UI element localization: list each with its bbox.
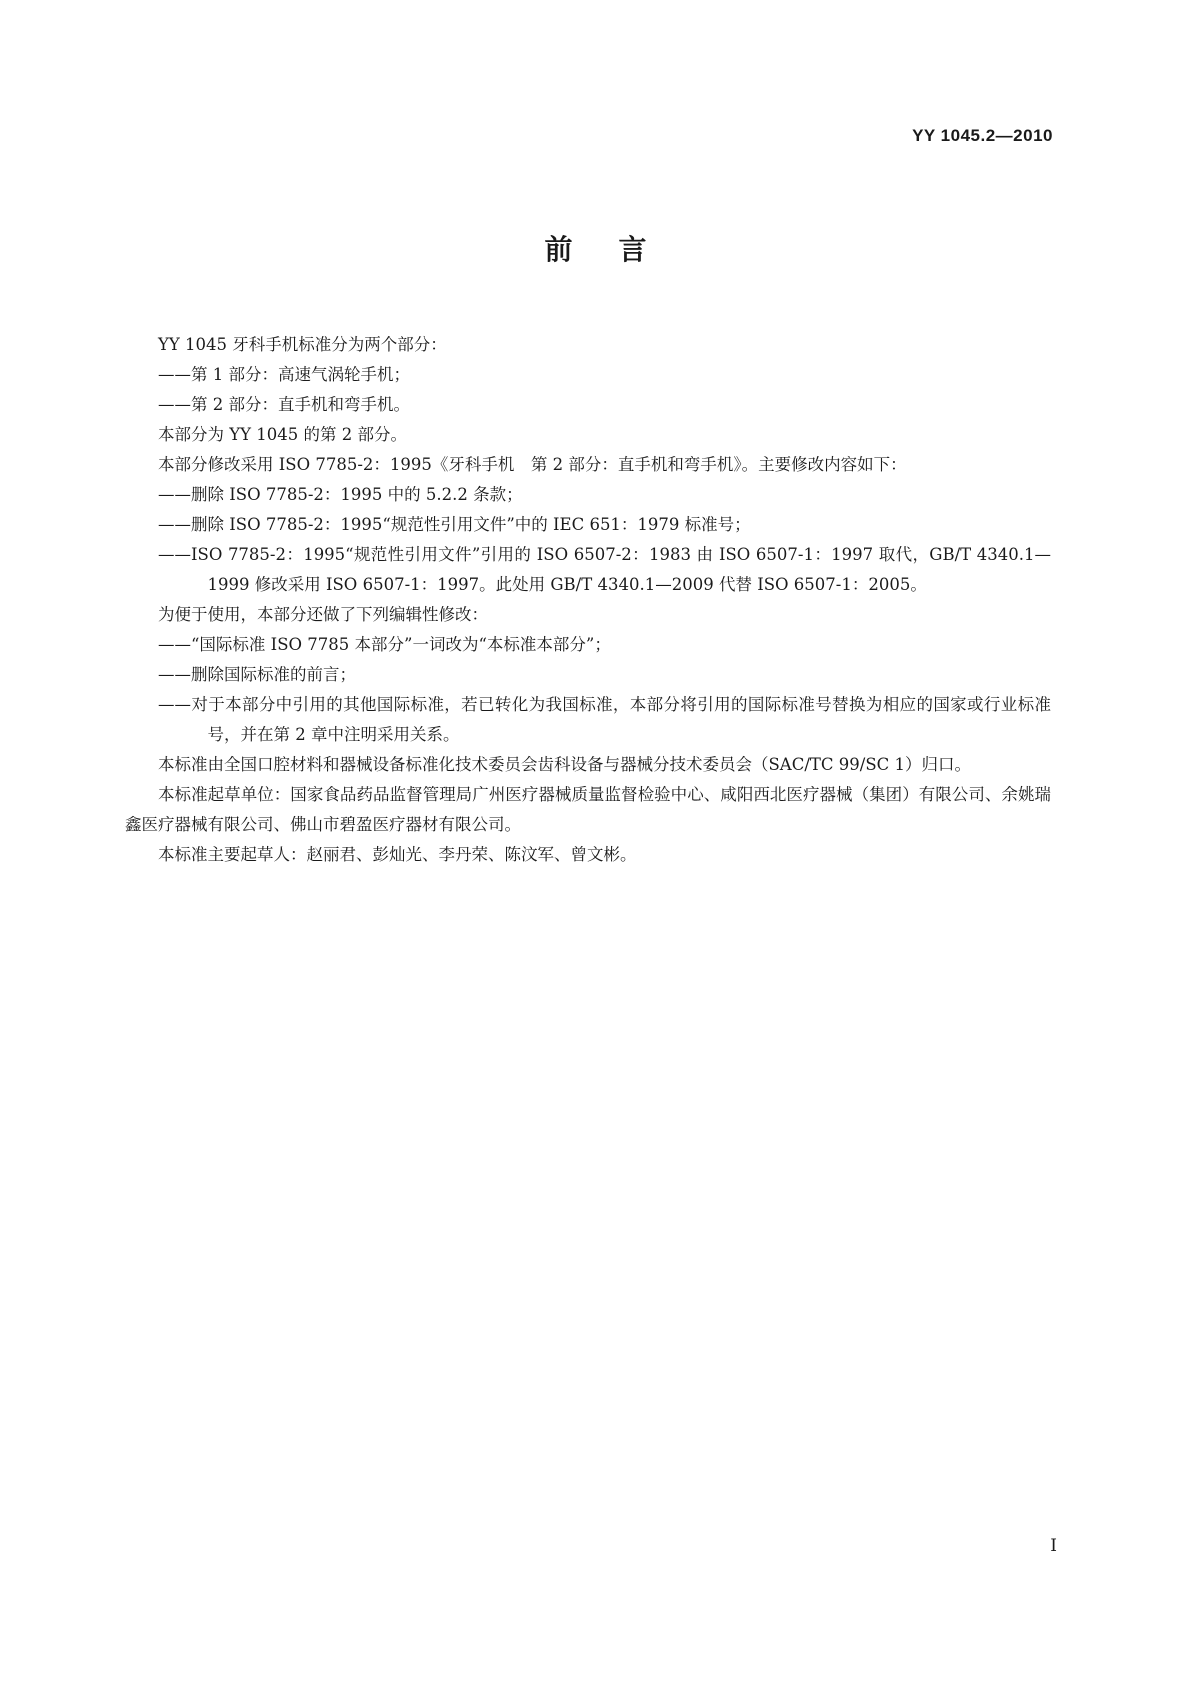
- list-item: ——删除国际标准的前言；: [158, 665, 356, 684]
- page-number: I: [1050, 1536, 1057, 1556]
- list-item: ——ISO 7785-2：1995“规范性引用文件”引用的 ISO 6507-2：1983 由 ISO 6507-1：1997 取代，GB/T 4340.1—1999 修改采用 ISO 6507-1：1997。此处用 GB/T 4340.1—2009 代替 ISO 6507-1：2005。: [158, 545, 1051, 594]
- paragraph: 本标准主要起草人：赵丽君、彭灿光、李丹荣、陈汶军、曾文彬。: [158, 845, 637, 864]
- paragraph: 本部分为 YY 1045 的第 2 部分。: [158, 425, 407, 444]
- list-item: ——第 1 部分：高速气涡轮手机；: [158, 365, 410, 384]
- list-item: ——第 2 部分：直手机和弯手机。: [158, 395, 410, 414]
- standard-number: YY 1045.2—2010: [912, 126, 1053, 145]
- list-item: ——对于本部分中引用的其他国际标准，若已转化为我国标准，本部分将引用的国际标准号替换为相应的国家或行业标准号，并在第 2 章中注明采用关系。: [158, 695, 1051, 744]
- page-title: 前言: [544, 233, 693, 266]
- paragraph: 本标准起草单位：国家食品药品监督管理局广州医疗器械质量监督检验中心、咸阳西北医疗器械（集团）有限公司、余姚瑞鑫医疗器械有限公司、佛山市碧盈医疗器材有限公司。: [125, 785, 1051, 834]
- list-item: ——删除 ISO 7785-2：1995“规范性引用文件”中的 IEC 651：1979 标准号；: [158, 515, 751, 534]
- paragraph: YY 1045 牙科手机标准分为两个部分：: [158, 335, 447, 354]
- paragraph: 为便于使用，本部分还做了下列编辑性修改：: [158, 605, 488, 624]
- list-item: ——“国际标准 ISO 7785 本部分”一词改为“本标准本部分”；: [158, 635, 611, 654]
- paragraph: 本标准由全国口腔材料和器械设备标准化技术委员会齿科设备与器械分技术委员会（SAC/TC 99/SC 1）归口。: [158, 755, 972, 774]
- list-item: ——删除 ISO 7785-2：1995 中的 5.2.2 条款；: [158, 485, 523, 504]
- paragraph: 本部分修改采用 ISO 7785-2：1995《牙科手机 第 2 部分：直手机和弯手机》。主要修改内容如下：: [158, 455, 907, 474]
- foreword-body: [125, 330, 1051, 870]
